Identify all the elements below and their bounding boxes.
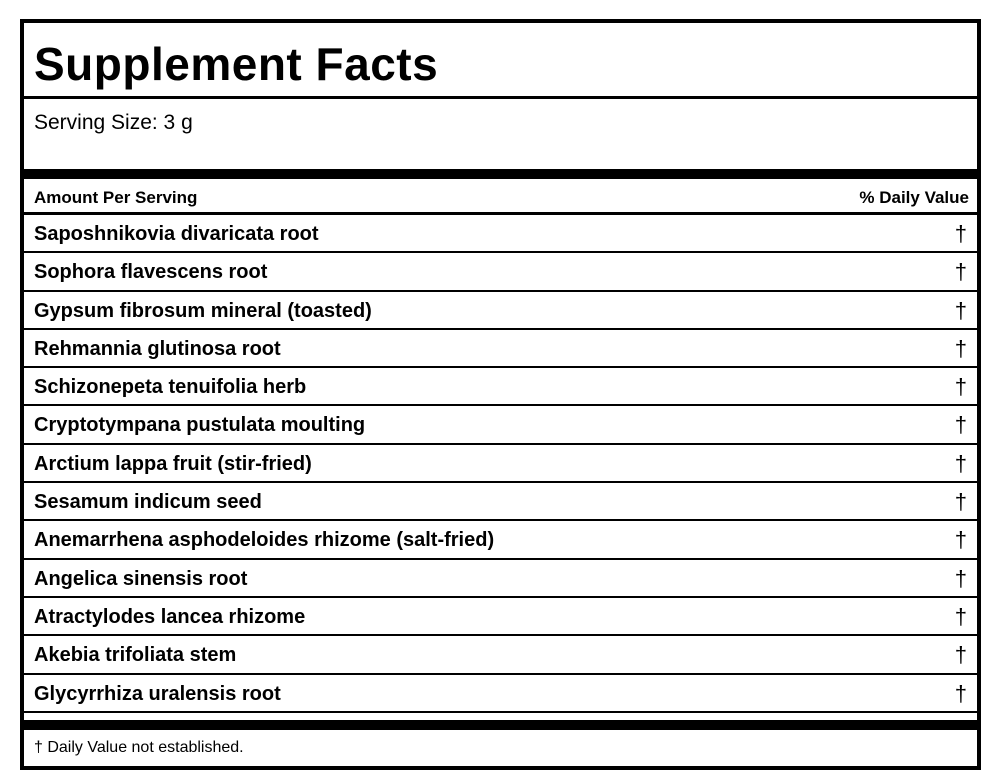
column-header-row xyxy=(24,183,977,215)
ingredient-row xyxy=(24,330,977,368)
ingredient-list xyxy=(24,215,977,713)
ingredient-row xyxy=(24,560,977,598)
daily-value-label: % Daily Value xyxy=(859,188,969,207)
daily-value-dagger: † xyxy=(954,412,967,438)
daily-value-dagger: † xyxy=(954,680,967,706)
ingredient-row xyxy=(24,521,977,559)
ingredient-name: Akebia trifoliata stem xyxy=(34,644,237,667)
daily-value-dagger: † xyxy=(954,297,967,323)
ingredient-row xyxy=(24,253,977,291)
ingredient-name: Glycyrrhiza uralensis root xyxy=(34,682,281,705)
daily-value-dagger: † xyxy=(954,527,967,553)
daily-value-dagger: † xyxy=(954,603,967,629)
ingredient-row xyxy=(24,215,977,253)
thick-divider-bottom xyxy=(24,720,977,730)
thick-divider-top xyxy=(24,169,977,179)
ingredient-row xyxy=(24,368,977,406)
ingredient-name: Sesamum indicum seed xyxy=(34,491,262,514)
serving-size: Serving Size: 3 g xyxy=(34,111,193,134)
ingredient-row xyxy=(24,598,977,636)
daily-value-dagger: † xyxy=(954,489,967,515)
daily-value-dagger: † xyxy=(954,221,967,246)
footnote: † Daily Value not established. xyxy=(34,739,244,756)
daily-value-dagger: † xyxy=(954,565,967,591)
ingredient-name: Saposhnikovia divaricata root xyxy=(34,223,319,245)
daily-value-dagger: † xyxy=(954,335,967,361)
supplement-facts-panel xyxy=(20,19,981,770)
ingredient-row xyxy=(24,406,977,444)
daily-value-dagger: † xyxy=(954,259,967,285)
ingredient-row xyxy=(24,445,977,483)
daily-value-dagger: † xyxy=(954,374,967,400)
ingredient-name: Anemarrhena asphodeloides rhizome (salt-fried) xyxy=(34,529,495,552)
ingredient-name: Arctium lappa fruit (stir-fried) xyxy=(34,452,312,475)
ingredient-name: Angelica sinensis root xyxy=(34,567,248,590)
amount-per-serving-label: Amount Per Serving xyxy=(34,188,198,207)
ingredient-row xyxy=(24,292,977,330)
ingredient-name: Sophora flavescens root xyxy=(34,261,268,284)
ingredient-row xyxy=(24,636,977,674)
title-section xyxy=(24,23,977,99)
ingredient-name: Atractylodes lancea rhizome xyxy=(34,605,306,628)
daily-value-dagger: † xyxy=(954,450,967,476)
daily-value-dagger: † xyxy=(954,642,967,668)
ingredient-name: Schizonepeta tenuifolia herb xyxy=(34,376,307,399)
ingredient-row xyxy=(24,675,977,713)
panel-title: Supplement Facts xyxy=(34,38,439,90)
ingredient-name: Rehmannia glutinosa root xyxy=(34,337,281,360)
ingredient-row xyxy=(24,483,977,521)
ingredient-name: Cryptotympana pustulata moulting xyxy=(34,414,366,437)
ingredient-name: Gypsum fibrosum mineral (toasted) xyxy=(34,299,372,322)
